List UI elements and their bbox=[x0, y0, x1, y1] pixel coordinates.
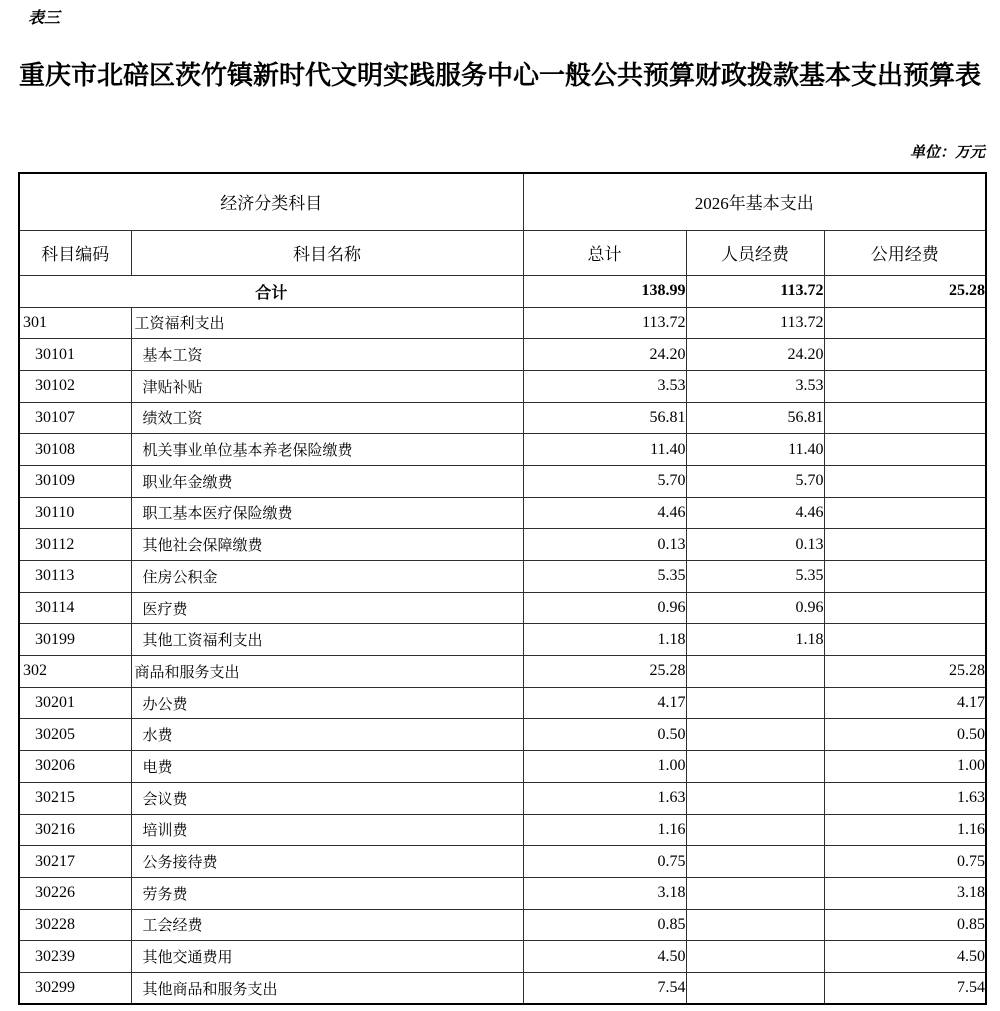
table-row bbox=[19, 529, 986, 561]
code-cell: 30299 bbox=[19, 972, 131, 1004]
table-number-label: 表三 bbox=[28, 10, 61, 27]
table-row bbox=[19, 719, 986, 751]
code-cell: 301 bbox=[19, 307, 131, 339]
public-cell: 4.17 bbox=[824, 687, 986, 719]
public-cell: 0.85 bbox=[824, 909, 986, 941]
header-public-funds: 公用经费 bbox=[824, 230, 986, 275]
name-cell: 工资福利支出 bbox=[131, 307, 523, 339]
budget-table bbox=[18, 172, 987, 1005]
code-cell: 30101 bbox=[19, 339, 131, 371]
name-cell: 工会经费 bbox=[131, 909, 523, 941]
table-row bbox=[19, 592, 986, 624]
table-row bbox=[19, 782, 986, 814]
public-cell: 1.16 bbox=[824, 814, 986, 846]
table-row bbox=[19, 624, 986, 656]
public-cell bbox=[824, 592, 986, 624]
table-row bbox=[19, 370, 986, 402]
personnel-cell bbox=[686, 877, 824, 909]
total-cell: 4.50 bbox=[523, 941, 686, 973]
code-cell: 30206 bbox=[19, 751, 131, 783]
code-cell: 30102 bbox=[19, 370, 131, 402]
personnel-cell bbox=[686, 972, 824, 1004]
table-row bbox=[19, 434, 986, 466]
total-cell: 1.18 bbox=[523, 624, 686, 656]
header-total: 总计 bbox=[523, 230, 686, 275]
table-body bbox=[19, 173, 986, 1004]
name-cell: 办公费 bbox=[131, 687, 523, 719]
personnel-cell bbox=[686, 782, 824, 814]
personnel-cell: 5.35 bbox=[686, 561, 824, 593]
total-cell: 56.81 bbox=[523, 402, 686, 434]
header-economic-classification: 经济分类科目 bbox=[19, 173, 523, 230]
code-cell: 30217 bbox=[19, 846, 131, 878]
total-cell: 0.96 bbox=[523, 592, 686, 624]
code-cell: 30109 bbox=[19, 465, 131, 497]
personnel-cell bbox=[686, 751, 824, 783]
total-cell: 5.35 bbox=[523, 561, 686, 593]
name-cell: 其他社会保障缴费 bbox=[131, 529, 523, 561]
unit-note: 单位：万元 bbox=[909, 145, 985, 161]
code-cell: 30215 bbox=[19, 782, 131, 814]
total-cell: 24.20 bbox=[523, 339, 686, 371]
table-row bbox=[19, 339, 986, 371]
header-subject-code: 科目编码 bbox=[19, 230, 131, 275]
name-cell: 绩效工资 bbox=[131, 402, 523, 434]
code-cell: 30199 bbox=[19, 624, 131, 656]
total-cell: 3.53 bbox=[523, 370, 686, 402]
personnel-cell: 4.46 bbox=[686, 497, 824, 529]
total-cell: 11.40 bbox=[523, 434, 686, 466]
total-cell: 0.85 bbox=[523, 909, 686, 941]
personnel-cell bbox=[686, 846, 824, 878]
public-cell: 7.54 bbox=[824, 972, 986, 1004]
total-cell: 4.46 bbox=[523, 497, 686, 529]
code-cell: 30112 bbox=[19, 529, 131, 561]
code-cell: 30226 bbox=[19, 877, 131, 909]
total-cell: 1.16 bbox=[523, 814, 686, 846]
personnel-cell: 113.72 bbox=[686, 307, 824, 339]
public-cell bbox=[824, 402, 986, 434]
public-cell bbox=[824, 307, 986, 339]
personnel-cell bbox=[686, 719, 824, 751]
grand-total-public: 25.28 bbox=[824, 275, 986, 307]
name-cell: 公务接待费 bbox=[131, 846, 523, 878]
name-cell: 住房公积金 bbox=[131, 561, 523, 593]
header-2026-basic-expenditure: 2026年基本支出 bbox=[523, 173, 986, 230]
code-cell: 30113 bbox=[19, 561, 131, 593]
public-cell: 25.28 bbox=[824, 656, 986, 688]
public-cell bbox=[824, 624, 986, 656]
table-row bbox=[19, 465, 986, 497]
table-row bbox=[19, 656, 986, 688]
header-subject-name: 科目名称 bbox=[131, 230, 523, 275]
personnel-cell: 11.40 bbox=[686, 434, 824, 466]
table-row bbox=[19, 561, 986, 593]
name-cell: 医疗费 bbox=[131, 592, 523, 624]
table-row bbox=[19, 877, 986, 909]
header-group-row bbox=[19, 173, 986, 230]
table-row bbox=[19, 751, 986, 783]
public-cell bbox=[824, 339, 986, 371]
public-cell: 1.63 bbox=[824, 782, 986, 814]
personnel-cell bbox=[686, 814, 824, 846]
name-cell: 职业年金缴费 bbox=[131, 465, 523, 497]
personnel-cell: 3.53 bbox=[686, 370, 824, 402]
table-row bbox=[19, 497, 986, 529]
total-cell: 113.72 bbox=[523, 307, 686, 339]
total-cell: 0.75 bbox=[523, 846, 686, 878]
name-cell: 其他商品和服务支出 bbox=[131, 972, 523, 1004]
table-row bbox=[19, 307, 986, 339]
name-cell: 基本工资 bbox=[131, 339, 523, 371]
personnel-cell: 5.70 bbox=[686, 465, 824, 497]
public-cell bbox=[824, 561, 986, 593]
public-cell: 0.75 bbox=[824, 846, 986, 878]
total-cell: 3.18 bbox=[523, 877, 686, 909]
name-cell: 劳务费 bbox=[131, 877, 523, 909]
name-cell: 津贴补贴 bbox=[131, 370, 523, 402]
code-cell: 30110 bbox=[19, 497, 131, 529]
total-cell: 4.17 bbox=[523, 687, 686, 719]
header-columns-row bbox=[19, 230, 986, 275]
total-cell: 7.54 bbox=[523, 972, 686, 1004]
personnel-cell: 0.13 bbox=[686, 529, 824, 561]
public-cell: 4.50 bbox=[824, 941, 986, 973]
personnel-cell: 1.18 bbox=[686, 624, 824, 656]
table-row bbox=[19, 814, 986, 846]
total-cell: 25.28 bbox=[523, 656, 686, 688]
code-cell: 30108 bbox=[19, 434, 131, 466]
table-row bbox=[19, 402, 986, 434]
personnel-cell bbox=[686, 941, 824, 973]
total-cell: 5.70 bbox=[523, 465, 686, 497]
table-row bbox=[19, 941, 986, 973]
code-cell: 302 bbox=[19, 656, 131, 688]
personnel-cell bbox=[686, 656, 824, 688]
total-cell: 0.50 bbox=[523, 719, 686, 751]
grand-total-label: 合计 bbox=[19, 275, 523, 307]
table-row bbox=[19, 846, 986, 878]
personnel-cell bbox=[686, 687, 824, 719]
code-cell: 30205 bbox=[19, 719, 131, 751]
public-cell bbox=[824, 434, 986, 466]
personnel-cell bbox=[686, 909, 824, 941]
total-cell: 1.63 bbox=[523, 782, 686, 814]
code-cell: 30201 bbox=[19, 687, 131, 719]
public-cell bbox=[824, 370, 986, 402]
name-cell: 电费 bbox=[131, 751, 523, 783]
personnel-cell: 0.96 bbox=[686, 592, 824, 624]
name-cell: 商品和服务支出 bbox=[131, 656, 523, 688]
code-cell: 30228 bbox=[19, 909, 131, 941]
public-cell bbox=[824, 465, 986, 497]
name-cell: 水费 bbox=[131, 719, 523, 751]
public-cell: 1.00 bbox=[824, 751, 986, 783]
public-cell bbox=[824, 497, 986, 529]
grand-total-total: 138.99 bbox=[523, 275, 686, 307]
public-cell: 0.50 bbox=[824, 719, 986, 751]
header-personnel-funds: 人员经费 bbox=[686, 230, 824, 275]
name-cell: 培训费 bbox=[131, 814, 523, 846]
public-cell: 3.18 bbox=[824, 877, 986, 909]
personnel-cell: 56.81 bbox=[686, 402, 824, 434]
code-cell: 30114 bbox=[19, 592, 131, 624]
code-cell: 30107 bbox=[19, 402, 131, 434]
code-cell: 30239 bbox=[19, 941, 131, 973]
name-cell: 职工基本医疗保险缴费 bbox=[131, 497, 523, 529]
name-cell: 其他工资福利支出 bbox=[131, 624, 523, 656]
public-cell bbox=[824, 529, 986, 561]
page-title: 重庆市北碚区茨竹镇新时代文明实践服务中心一般公共预算财政拨款基本支出预算表 bbox=[18, 60, 981, 90]
table-row bbox=[19, 687, 986, 719]
total-cell: 1.00 bbox=[523, 751, 686, 783]
name-cell: 机关事业单位基本养老保险缴费 bbox=[131, 434, 523, 466]
code-cell: 30216 bbox=[19, 814, 131, 846]
name-cell: 其他交通费用 bbox=[131, 941, 523, 973]
personnel-cell: 24.20 bbox=[686, 339, 824, 371]
table-row bbox=[19, 972, 986, 1004]
grand-total-personnel: 113.72 bbox=[686, 275, 824, 307]
table-row bbox=[19, 909, 986, 941]
name-cell: 会议费 bbox=[131, 782, 523, 814]
grand-total-row bbox=[19, 275, 986, 307]
total-cell: 0.13 bbox=[523, 529, 686, 561]
